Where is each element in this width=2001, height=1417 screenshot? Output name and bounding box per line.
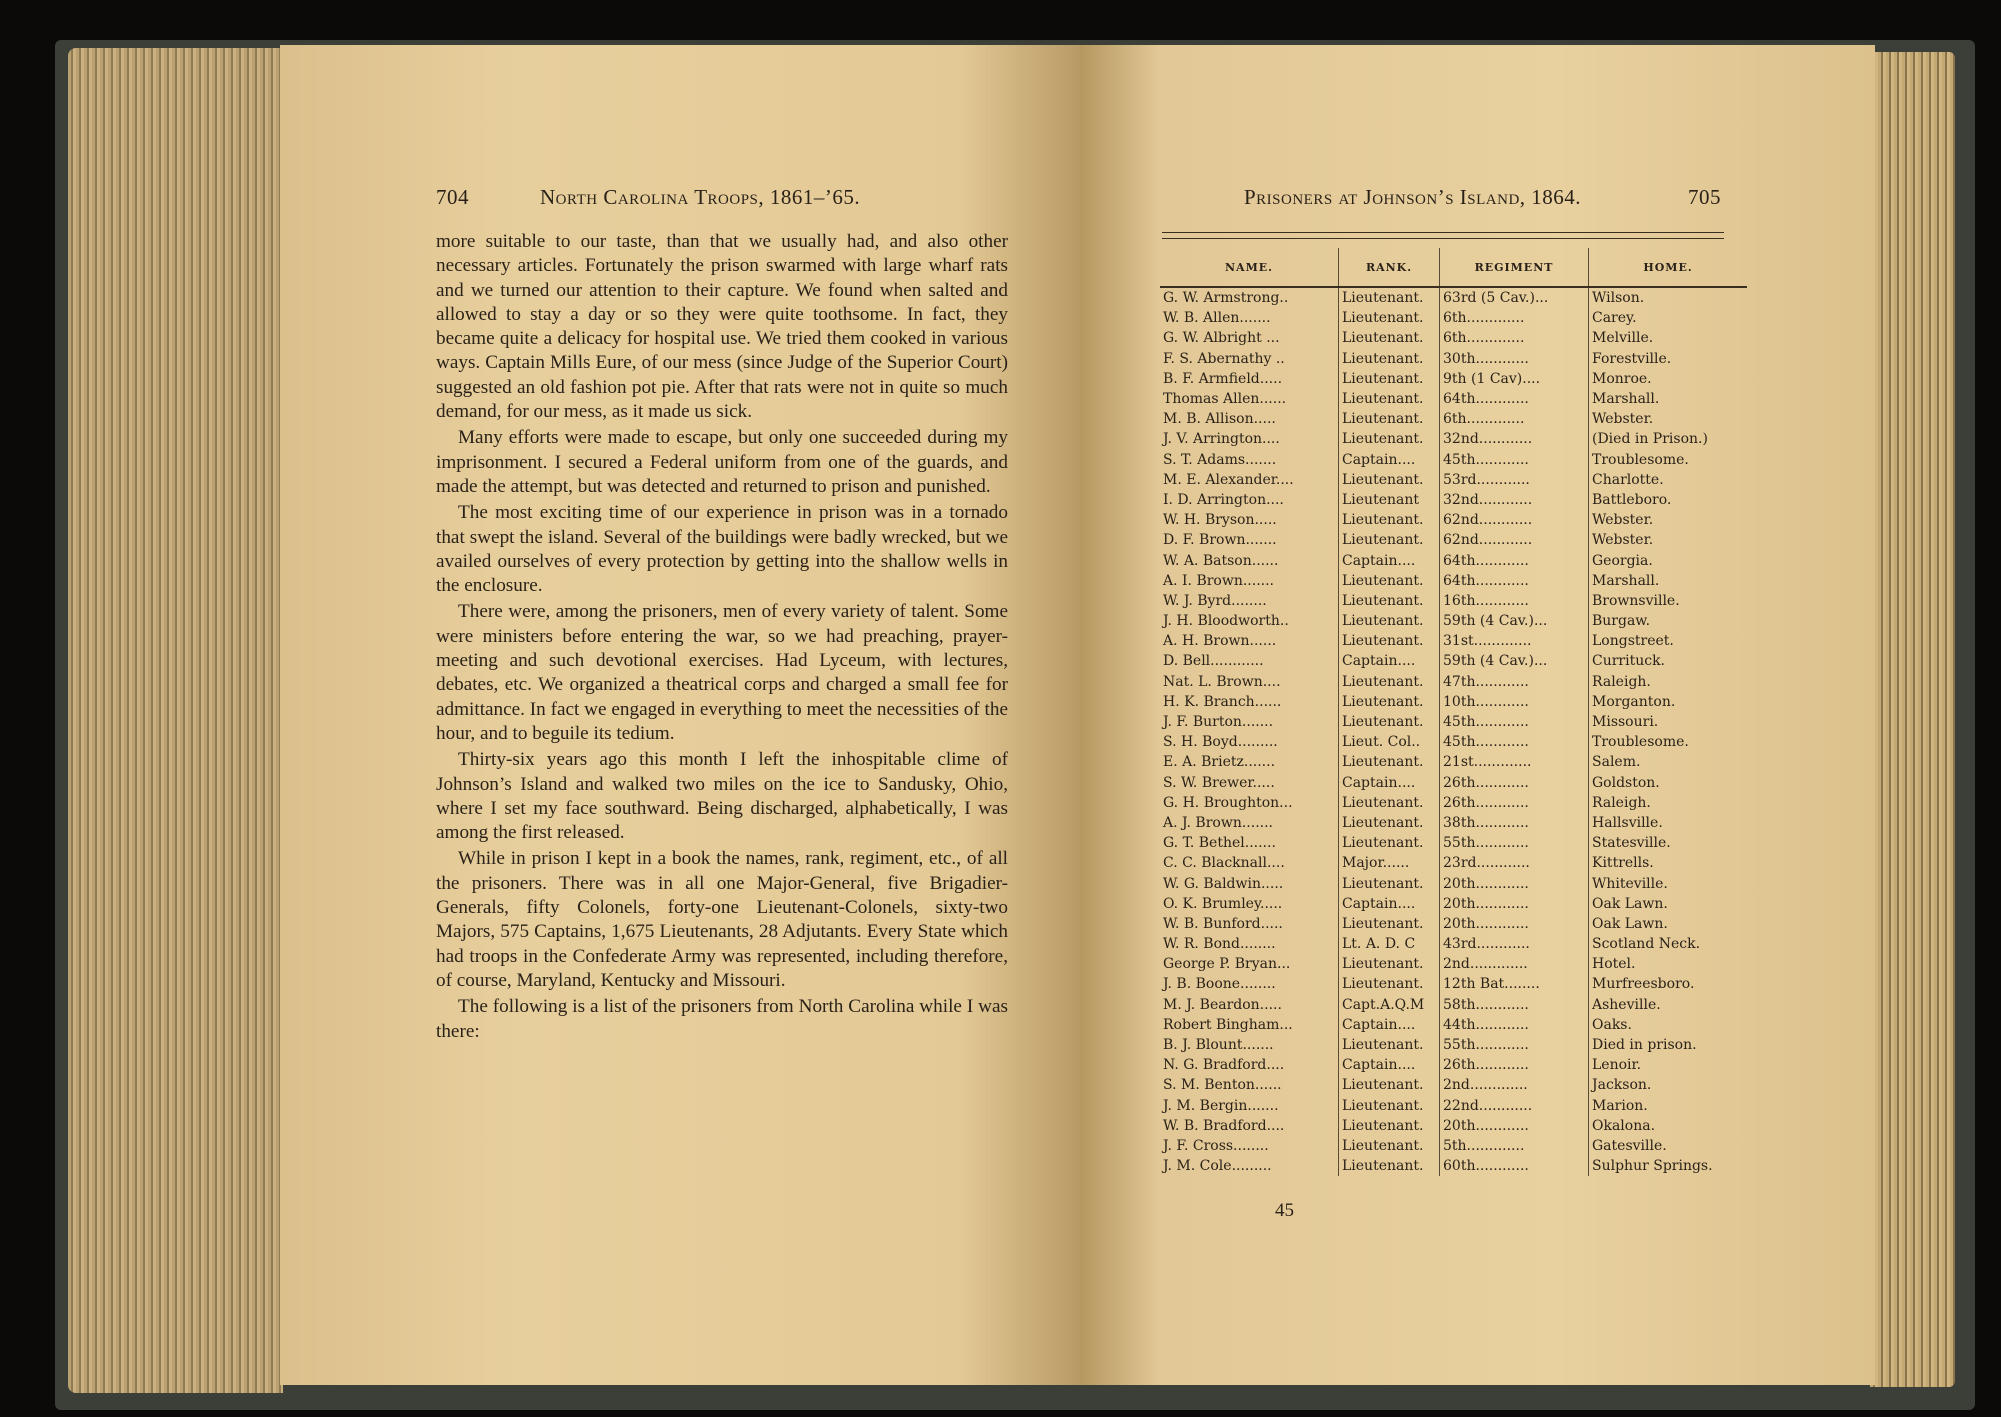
cell-name: W. G. Baldwin.....: [1163, 875, 1284, 892]
table-row: [1160, 974, 1747, 994]
cell-home: (Died in Prison.): [1589, 429, 1748, 449]
cell-home: Died in prison.: [1589, 1035, 1748, 1055]
cell-rank: Lieutenant.: [1339, 328, 1440, 348]
cell-home: Missouri.: [1589, 712, 1748, 732]
cell-name: S. M. Benton......: [1163, 1077, 1282, 1094]
cell-home: Longstreet.: [1589, 631, 1748, 651]
cell-regiment: 62nd............: [1440, 510, 1589, 530]
paragraph: more suitable to our taste, than that we usually had, and also other necessary articles. Fortunately the prison swarmed with large wharf rats and we turned our attention to their capture. We found when salted and allowed to stay a day or so they were quite toothsome. In fact, they became quite a delicacy for hospital use. We tried them cooked in various ways. Captain Mills Eure, of our mess (since Judge of the Superior Court) suggested an old fashion pot pie. After that rats were not in quite so much demand, for our mess, as it made us sick.: [436, 231, 1008, 423]
cell-home: Jackson.: [1589, 1075, 1748, 1095]
cell-name: S. T. Adams.......: [1163, 451, 1277, 468]
paragraph: While in prison I kept in a book the names, rank, regiment, etc., of all the prisoners. There was in all one Major-General, five Brigadier-Generals, fifty Colonels, forty-one Lieutenant-Colonels, sixty-two Majors, 575 Captains, 1,675 Lieutenants, 28 Adjutants. Every State which had troops in the Confederate Army was represented, including therefore, of course, Maryland, Kentucky and Missouri.: [436, 848, 1008, 991]
cell-rank: Lieutenant.: [1339, 1116, 1440, 1136]
paragraph: The following is a list of the prisoners from North Carolina while I was there:: [436, 996, 1008, 1042]
table-row: [1160, 692, 1747, 712]
cell-home: Marshall.: [1589, 571, 1748, 591]
cell-name: A. J. Brown.......: [1163, 814, 1273, 831]
cell-name: O. K. Brumley.....: [1163, 895, 1283, 912]
table-top-rule-2: [1162, 238, 1724, 239]
cell-regiment: 53rd............: [1440, 470, 1589, 490]
table-row: [1160, 389, 1747, 409]
table-row: [1160, 550, 1747, 570]
table-row: [1160, 308, 1747, 328]
table-row: [1160, 429, 1747, 449]
cell-rank: Lieutenant: [1339, 490, 1440, 510]
cell-name: E. A. Brietz.......: [1163, 754, 1276, 771]
cell-rank: Captain....: [1339, 894, 1440, 914]
cell-name: A. I. Brown.......: [1163, 572, 1275, 589]
table-row: [1160, 470, 1747, 490]
cell-regiment: 23rd............: [1440, 853, 1589, 873]
cell-rank: Lieutenant.: [1339, 470, 1440, 490]
cell-regiment: 38th............: [1440, 813, 1589, 833]
cell-regiment: 21st.............: [1440, 752, 1589, 772]
cell-rank: Lieutenant.: [1339, 287, 1440, 308]
cell-rank: Lieutenant.: [1339, 1136, 1440, 1156]
cell-name: D. Bell............: [1163, 653, 1264, 670]
table-row: [1160, 894, 1747, 914]
cell-regiment: 32nd............: [1440, 490, 1589, 510]
table-row: [1160, 914, 1747, 934]
table-row: [1160, 409, 1747, 429]
cell-regiment: 45th............: [1440, 732, 1589, 752]
cell-name: G. H. Broughton...: [1163, 794, 1293, 811]
cell-name: J. M. Cole.........: [1163, 1158, 1272, 1175]
cell-rank: Lieutenant.: [1339, 672, 1440, 692]
cell-name: J. F. Cross........: [1163, 1137, 1269, 1154]
signature-mark: 45: [1275, 1200, 1294, 1221]
cell-name: G. W. Albright ...: [1163, 330, 1280, 347]
cell-regiment: 10th............: [1440, 692, 1589, 712]
cell-regiment: 64th............: [1440, 550, 1589, 570]
cell-home: Asheville.: [1589, 995, 1748, 1015]
cell-rank: Captain....: [1339, 651, 1440, 671]
cell-regiment: 55th............: [1440, 833, 1589, 853]
table-row: [1160, 450, 1747, 470]
cell-home: Murfreesboro.: [1589, 974, 1748, 994]
cell-name: J. F. Burton.......: [1163, 714, 1274, 731]
cell-rank: Lieutenant.: [1339, 793, 1440, 813]
left-page-body: [436, 230, 1008, 1046]
cell-name: I. D. Arrington....: [1163, 491, 1284, 508]
cell-home: Melville.: [1589, 328, 1748, 348]
page-edges-left: [68, 48, 283, 1393]
cell-name: W. B. Bunford.....: [1163, 915, 1283, 932]
cell-name: George P. Bryan...: [1163, 956, 1291, 973]
cell-name: W. B. Allen.......: [1163, 310, 1271, 327]
table-row: [1160, 1116, 1747, 1136]
cell-name: B. F. Armfield.....: [1163, 370, 1283, 387]
cell-home: Oak Lawn.: [1589, 894, 1748, 914]
cell-name: W. A. Batson......: [1163, 552, 1279, 569]
table-row: [1160, 510, 1747, 530]
cell-regiment: 55th............: [1440, 1035, 1589, 1055]
cell-regiment: 45th............: [1440, 712, 1589, 732]
cell-home: Sulphur Springs.: [1589, 1156, 1748, 1176]
cell-home: Salem.: [1589, 752, 1748, 772]
cell-regiment: 22nd............: [1440, 1096, 1589, 1116]
cell-regiment: 26th............: [1440, 793, 1589, 813]
cell-regiment: 45th............: [1440, 450, 1589, 470]
cell-name: N. G. Bradford....: [1163, 1057, 1285, 1074]
cell-rank: Captain....: [1339, 773, 1440, 793]
cell-home: Marion.: [1589, 1096, 1748, 1116]
table-row: [1160, 328, 1747, 348]
cell-home: Goldston.: [1589, 773, 1748, 793]
col-header-regiment: REGIMENT: [1440, 248, 1589, 287]
cell-regiment: 64th............: [1440, 571, 1589, 591]
cell-home: Okalona.: [1589, 1116, 1748, 1136]
cell-rank: Captain....: [1339, 550, 1440, 570]
cell-rank: Lieutenant.: [1339, 813, 1440, 833]
cell-home: Marshall.: [1589, 389, 1748, 409]
cell-home: Battleboro.: [1589, 490, 1748, 510]
cell-rank: Lieutenant.: [1339, 1096, 1440, 1116]
cell-rank: Captain....: [1339, 1055, 1440, 1075]
cell-home: Kittrells.: [1589, 853, 1748, 873]
cell-name: S. H. Boyd.........: [1163, 734, 1278, 751]
table-row: [1160, 712, 1747, 732]
cell-home: Scotland Neck.: [1589, 934, 1748, 954]
cell-regiment: 20th............: [1440, 1116, 1589, 1136]
cell-home: Troublesome.: [1589, 450, 1748, 470]
cell-home: Monroe.: [1589, 369, 1748, 389]
cell-regiment: 62nd............: [1440, 530, 1589, 550]
cell-home: Georgia.: [1589, 550, 1748, 570]
cell-name: S. W. Brewer.....: [1163, 774, 1275, 791]
cell-home: Webster.: [1589, 510, 1748, 530]
cell-rank: Lieutenant.: [1339, 611, 1440, 631]
cell-regiment: 20th............: [1440, 873, 1589, 893]
table-row: [1160, 1156, 1747, 1176]
cell-rank: Lieutenant.: [1339, 429, 1440, 449]
cell-home: Raleigh.: [1589, 793, 1748, 813]
cell-regiment: 47th............: [1440, 672, 1589, 692]
cell-name: F. S. Abernathy ..: [1163, 350, 1285, 367]
table-row: [1160, 732, 1747, 752]
cell-home: Oaks.: [1589, 1015, 1748, 1035]
cell-regiment: 16th............: [1440, 591, 1589, 611]
cell-name: D. F. Brown.......: [1163, 532, 1277, 549]
table-row: [1160, 1096, 1747, 1116]
cell-name: J. M. Bergin.......: [1163, 1097, 1279, 1114]
cell-name: W. H. Bryson.....: [1163, 512, 1277, 529]
cell-rank: Capt.A.Q.M: [1339, 995, 1440, 1015]
cell-rank: Lieutenant.: [1339, 510, 1440, 530]
cell-rank: Lieutenant.: [1339, 591, 1440, 611]
cell-regiment: 31st.............: [1440, 631, 1589, 651]
cell-rank: Lieutenant.: [1339, 571, 1440, 591]
cell-name: M. E. Alexander....: [1163, 471, 1294, 488]
cell-name: J. B. Boone........: [1163, 976, 1276, 993]
cell-home: Hotel.: [1589, 954, 1748, 974]
cell-rank: Lieutenant.: [1339, 974, 1440, 994]
paragraph: The most exciting time of our experience in prison was in a tornado that swept the island. Several of the buildings were badly wrecked, but we availed ourselves of every protection by getting into the shallow wells in the enclosure.: [436, 502, 1008, 597]
cell-rank: Captain....: [1339, 1015, 1440, 1035]
right-page-number: 705: [1688, 185, 1721, 209]
cell-regiment: 12th Bat........: [1440, 974, 1589, 994]
table-row: [1160, 1075, 1747, 1095]
cell-home: Oak Lawn.: [1589, 914, 1748, 934]
table-row: [1160, 833, 1747, 853]
col-header-home: HOME.: [1589, 248, 1748, 287]
cell-home: Webster.: [1589, 530, 1748, 550]
table-row: [1160, 349, 1747, 369]
cell-name: A. H. Brown......: [1163, 633, 1277, 650]
table-row: [1160, 995, 1747, 1015]
cell-home: Brownsville.: [1589, 591, 1748, 611]
cell-regiment: 6th.............: [1440, 328, 1589, 348]
table-row: [1160, 954, 1747, 974]
right-running-head: Prisoners at Johnson’s Island, 1864.: [1244, 185, 1582, 209]
table-top-rule: [1162, 232, 1724, 233]
cell-home: Carey.: [1589, 308, 1748, 328]
paragraph: Thirty-six years ago this month I left the inhospitable clime of Johnson’s Island and walked two miles on the ice to Sandusky, Ohio, where I set my face southward. Being discharged, alphabetically, I was among the first released.: [436, 749, 1008, 844]
table-row: [1160, 1035, 1747, 1055]
cell-rank: Lt. A. D. C: [1339, 934, 1440, 954]
cell-rank: Lieut. Col..: [1339, 732, 1440, 752]
cell-rank: Lieutenant.: [1339, 389, 1440, 409]
cell-home: Currituck.: [1589, 651, 1748, 671]
cell-home: Forestville.: [1589, 349, 1748, 369]
table-row: [1160, 287, 1747, 308]
cell-name: W. R. Bond........: [1163, 936, 1276, 953]
table-row: [1160, 773, 1747, 793]
cell-name: W. J. Byrd........: [1163, 592, 1267, 609]
cell-regiment: 44th............: [1440, 1015, 1589, 1035]
table-row: [1160, 752, 1747, 772]
cell-regiment: 32nd............: [1440, 429, 1589, 449]
cell-regiment: 60th............: [1440, 1156, 1589, 1176]
cell-home: Morganton.: [1589, 692, 1748, 712]
cell-home: Gatesville.: [1589, 1136, 1748, 1156]
cell-home: Lenoir.: [1589, 1055, 1748, 1075]
cell-name: Nat. L. Brown....: [1163, 673, 1281, 690]
cell-name: W. B. Bradford....: [1163, 1117, 1285, 1134]
cell-name: C. C. Blacknall....: [1163, 855, 1285, 872]
cell-regiment: 58th............: [1440, 995, 1589, 1015]
paragraph: Many efforts were made to escape, but only one succeeded during my imprisonment. I secured a Federal uniform from one of the guards, and made the attempt, but was detected and returned to prison and punished.: [436, 427, 1008, 497]
col-header-name: NAME.: [1160, 248, 1339, 287]
cell-regiment: 26th............: [1440, 1055, 1589, 1075]
cell-name: H. K. Branch......: [1163, 693, 1282, 710]
table-row: [1160, 1015, 1747, 1035]
cell-rank: Lieutenant.: [1339, 873, 1440, 893]
paragraph: There were, among the prisoners, men of every variety of talent. Some were ministers before entering the war, so we had preaching, prayer-meeting and such devotional exercises. Had Lyceum, with lectures, debates, etc. We organized a theatrical corps and charged a small fee for admittance. In fact we engaged in everything to meet the necessities of the hour, and to beguile its tedium.: [436, 601, 1008, 744]
left-page-number: 704: [436, 185, 469, 209]
cell-name: J. H. Bloodworth..: [1163, 613, 1289, 630]
table-row: [1160, 611, 1747, 631]
cell-name: G. W. Armstrong..: [1163, 290, 1289, 307]
cell-home: Whiteville.: [1589, 873, 1748, 893]
table-row: [1160, 651, 1747, 671]
cell-rank: Lieutenant.: [1339, 369, 1440, 389]
table-row: [1160, 672, 1747, 692]
cell-rank: Lieutenant.: [1339, 692, 1440, 712]
cell-regiment: 26th............: [1440, 773, 1589, 793]
cell-regiment: 43rd............: [1440, 934, 1589, 954]
cell-regiment: 63rd (5 Cav.)...: [1440, 287, 1589, 308]
cell-rank: Lieutenant.: [1339, 409, 1440, 429]
cell-regiment: 59th (4 Cav.)...: [1440, 651, 1589, 671]
col-header-rank: RANK.: [1339, 248, 1440, 287]
cell-home: Statesville.: [1589, 833, 1748, 853]
table-row: [1160, 591, 1747, 611]
cell-regiment: 6th.............: [1440, 409, 1589, 429]
cell-rank: Captain....: [1339, 450, 1440, 470]
table-row: [1160, 1055, 1747, 1075]
cell-rank: Lieutenant.: [1339, 1075, 1440, 1095]
table-row: [1160, 490, 1747, 510]
table-row: [1160, 813, 1747, 833]
cell-rank: Lieutenant.: [1339, 1156, 1440, 1176]
cell-rank: Lieutenant.: [1339, 954, 1440, 974]
cell-regiment: 59th (4 Cav.)...: [1440, 611, 1589, 631]
cell-name: M. B. Allison.....: [1163, 411, 1276, 428]
cell-home: Webster.: [1589, 409, 1748, 429]
cell-regiment: 5th.............: [1440, 1136, 1589, 1156]
table-row: [1160, 369, 1747, 389]
table-row: [1160, 530, 1747, 550]
cell-home: Charlotte.: [1589, 470, 1748, 490]
prisoner-table: [1160, 248, 1747, 1176]
cell-name: Thomas Allen......: [1163, 391, 1287, 408]
cell-regiment: 64th............: [1440, 389, 1589, 409]
cell-name: G. T. Bethel.......: [1163, 835, 1276, 852]
cell-home: Raleigh.: [1589, 672, 1748, 692]
cell-rank: Lieutenant.: [1339, 752, 1440, 772]
cell-rank: Lieutenant.: [1339, 914, 1440, 934]
cell-regiment: 30th............: [1440, 349, 1589, 369]
cell-regiment: 2nd.............: [1440, 1075, 1589, 1095]
table-row: [1160, 1136, 1747, 1156]
table-row: [1160, 934, 1747, 954]
page-edges-right: [1870, 52, 1955, 1387]
table-row: [1160, 631, 1747, 651]
table-row: [1160, 853, 1747, 873]
cell-rank: Lieutenant.: [1339, 308, 1440, 328]
cell-home: Wilson.: [1589, 287, 1748, 308]
cell-home: Troublesome.: [1589, 732, 1748, 752]
cell-home: Burgaw.: [1589, 611, 1748, 631]
cell-rank: Lieutenant.: [1339, 712, 1440, 732]
cell-name: J. V. Arrington....: [1163, 431, 1280, 448]
cell-regiment: 20th............: [1440, 914, 1589, 934]
cell-regiment: 9th (1 Cav)....: [1440, 369, 1589, 389]
left-running-head: North Carolina Troops, 1861–’65.: [540, 185, 861, 209]
cell-rank: Lieutenant.: [1339, 833, 1440, 853]
table-header-row: [1160, 248, 1747, 287]
cell-name: B. J. Blount.......: [1163, 1037, 1274, 1054]
table-row: [1160, 793, 1747, 813]
cell-home: Hallsville.: [1589, 813, 1748, 833]
cell-regiment: 2nd.............: [1440, 954, 1589, 974]
cell-rank: Lieutenant.: [1339, 530, 1440, 550]
table-row: [1160, 571, 1747, 591]
cell-rank: Major......: [1339, 853, 1440, 873]
cell-rank: Lieutenant.: [1339, 349, 1440, 369]
cell-regiment: 20th............: [1440, 894, 1589, 914]
table-row: [1160, 873, 1747, 893]
cell-rank: Lieutenant.: [1339, 1035, 1440, 1055]
cell-name: M. J. Beardon.....: [1163, 996, 1282, 1013]
cell-name: Robert Bingham...: [1163, 1016, 1293, 1033]
cell-regiment: 6th.............: [1440, 308, 1589, 328]
cell-rank: Lieutenant.: [1339, 631, 1440, 651]
